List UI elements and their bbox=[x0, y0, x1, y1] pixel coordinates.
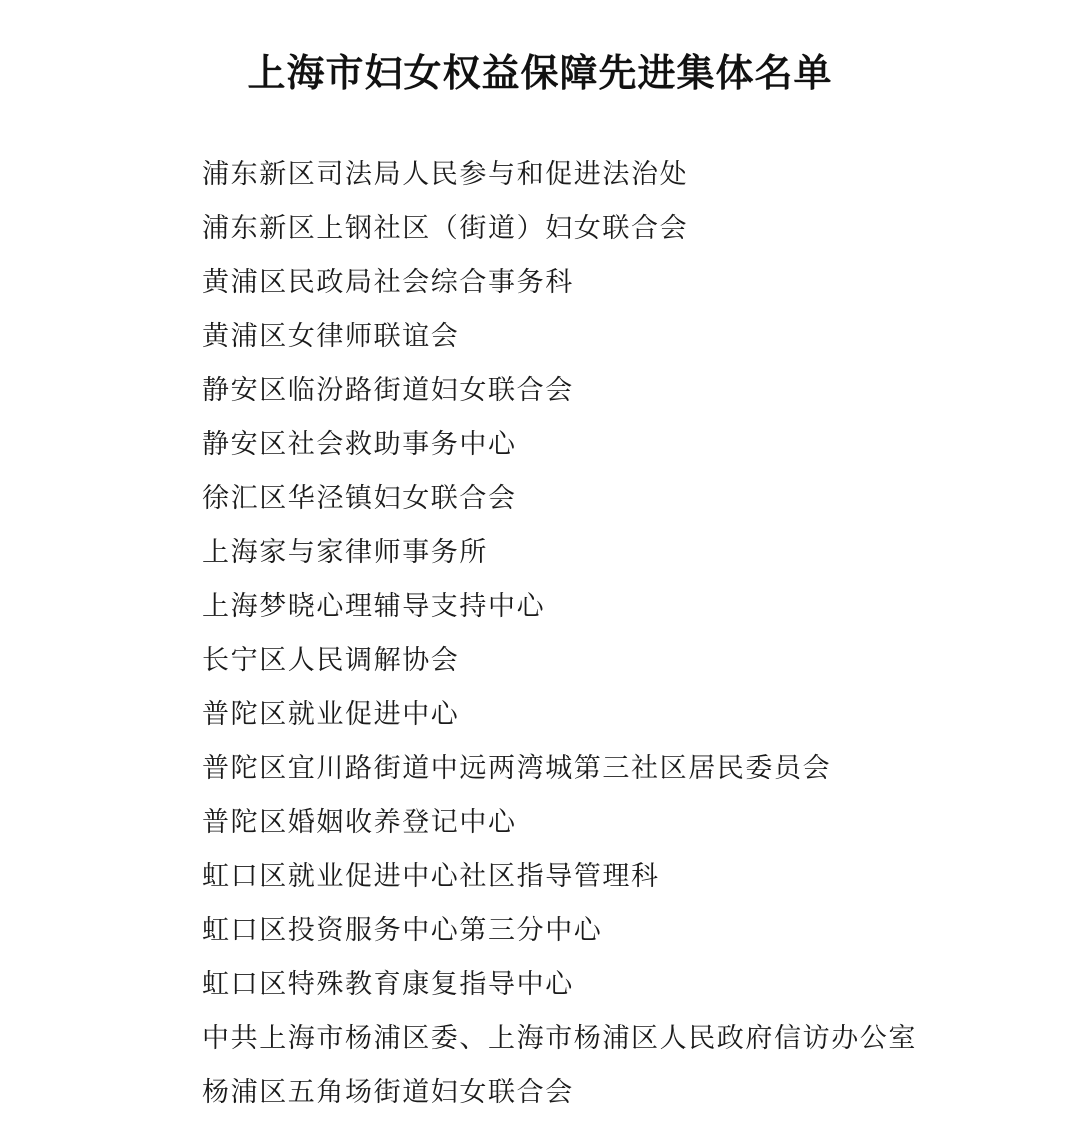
list-item: 虹口区就业促进中心社区指导管理科 bbox=[202, 861, 660, 892]
list-item: 上海家与家律师事务所 bbox=[202, 537, 488, 568]
list-item: 浦东新区司法局人民参与和促进法治处 bbox=[202, 159, 689, 190]
list-item: 静安区社会救助事务中心 bbox=[202, 429, 517, 460]
list-item: 上海梦晓心理辅导支持中心 bbox=[202, 591, 546, 622]
list-item: 静安区临汾路街道妇女联合会 bbox=[202, 375, 574, 406]
list-item: 长宁区人民调解协会 bbox=[202, 645, 460, 676]
list-item: 普陀区就业促进中心 bbox=[202, 699, 460, 730]
list-item: 虹口区投资服务中心第三分中心 bbox=[202, 915, 603, 946]
document-title: 上海市妇女权益保障先进集体名单 bbox=[247, 50, 833, 96]
list-item: 浦东新区上钢社区（街道）妇女联合会 bbox=[202, 213, 689, 244]
list-item: 黄浦区女律师联谊会 bbox=[202, 321, 460, 352]
list-item: 中共上海市杨浦区委、上海市杨浦区人民政府信访办公室 bbox=[202, 1023, 917, 1054]
list-item: 普陀区婚姻收养登记中心 bbox=[202, 807, 517, 838]
list-item: 徐汇区华泾镇妇女联合会 bbox=[202, 483, 517, 514]
list-item: 黄浦区民政局社会综合事务科 bbox=[202, 267, 574, 298]
collective-list bbox=[202, 148, 917, 1120]
list-item: 杨浦区五角场街道妇女联合会 bbox=[202, 1077, 574, 1108]
list-item: 虹口区特殊教育康复指导中心 bbox=[202, 969, 574, 1000]
list-item: 普陀区宜川路街道中远两湾城第三社区居民委员会 bbox=[202, 753, 832, 784]
